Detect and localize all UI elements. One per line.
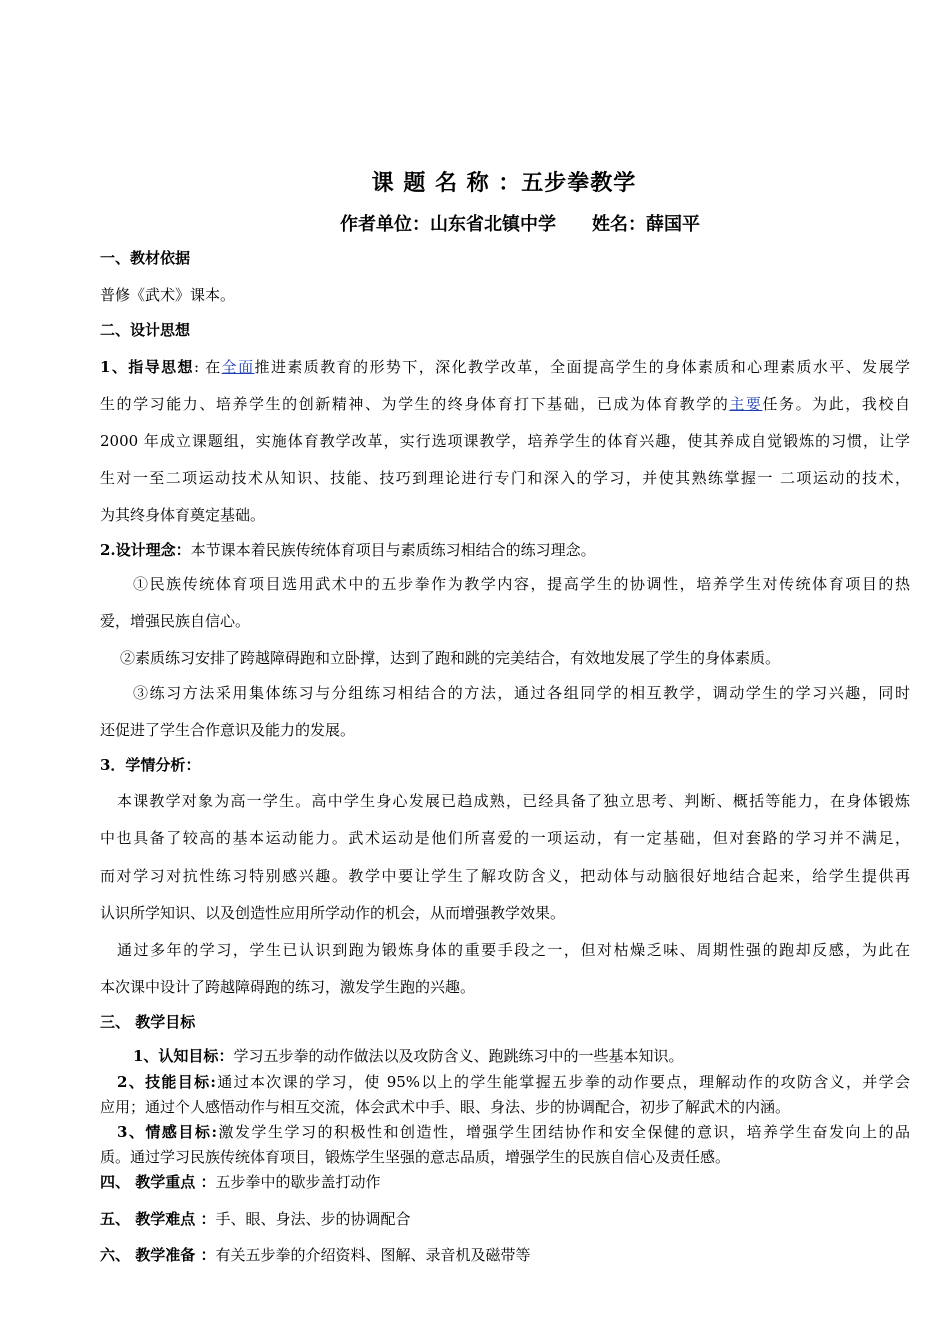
analysis-b-line-2: 本次课中设计了跨越障碍跑的练习，激发学生跑的兴趣。 <box>100 978 476 996</box>
analysis-a-line-2: 中也具备了较高的基本运动能力。武术运动是他们所喜爱的一项运动，有一定基础，但对套路的学习并不满足， <box>100 829 910 847</box>
analysis-a-line-4: 认识所学知识、以及创造性应用所学动作的机会，从而增强教学效果。 <box>100 904 566 922</box>
guiding-line-4: 生对一至二项运动技术从知识、技能、技巧到理论进行专门和深入的学习，并使其熟练掌握一 二项运动的技术， <box>100 469 910 487</box>
section-3-heading: 三、 教学目标 <box>100 1013 196 1031</box>
analysis-b-line-1: 通过多年的学习，学生已认识到跑为锻炼身体的重要手段之一，但对枯燥乏味、周期性强的跑却反感，为此在 <box>117 941 910 959</box>
design-concept <box>100 540 596 560</box>
design-text: 本节课本着民族传统体育项目与素质练习相结合的练习理念。 <box>190 541 596 559</box>
guiding-text-c: 生的学习能力、培养学生的创新精神、为学生的终身体育打下基础，已成为体育教学的 <box>100 395 730 413</box>
section-4 <box>100 1172 380 1192</box>
author-name: 姓名：薛国平 <box>592 214 700 235</box>
concept-item-1-line-1: ①民族传统体育项目选用武术中的五步拳作为教学内容，提高学生的协调性，培养学生对传统体育项目的热 <box>133 575 910 593</box>
section-4-heading: 四、 教学重点 ： <box>100 1173 216 1191</box>
guiding-line-2 <box>100 394 910 414</box>
section-6-text: 有关五步拳的介绍资料、图解、录音机及磁带等 <box>215 1246 531 1264</box>
goal-emotion-text: 激发学生学习的积极性和创造性，增强学生团结协作和安全保健的意识，培养学生奋发向上的品 <box>216 1123 910 1141</box>
section-4-text: 五步拳中的歇步盖打动作 <box>215 1173 381 1191</box>
concept-item-2: ②素质练习安排了跨越障碍跑和立卧撑，达到了跑和跳的完美结合，有效地发展了学生的身体素质。 <box>120 649 781 667</box>
section-1-text: 普修《武术》课本。 <box>100 286 236 304</box>
section-5-text: 手、眼、身法、步的协调配合 <box>215 1210 411 1228</box>
analysis-a-line-3: 而对学习对抗性练习特别感兴趣。教学中要让学生了解攻防含义，把动体与动脑很好地结合起来，给学生提供再 <box>100 867 910 885</box>
concept-item-1-line-2: 爱，增强民族自信心。 <box>100 612 251 630</box>
goal-emotion-label: 3、情感目标: <box>117 1123 217 1141</box>
link-quanmian[interactable]: 全面 <box>221 358 255 376</box>
goal-skill-text: 通过本次课的学习，使 95%以上的学生能掌握五步拳的动作要点，理解动作的攻防含义，并学会 <box>215 1073 910 1091</box>
guiding-text-d: 任务。为此，我校自 <box>762 395 910 413</box>
section-6-heading: 六、 教学准备 ： <box>100 1246 216 1264</box>
author-unit: 作者单位：山东省北镇中学 <box>340 214 556 235</box>
analysis-a-line-1: 本课教学对象为高一学生。高中学生身心发展已趋成熟，已经具备了独立思考、判断、概括等能力，在身体锻炼 <box>117 792 910 810</box>
goal-cognitive <box>133 1046 683 1066</box>
guiding-line-1 <box>100 357 910 377</box>
section-6 <box>100 1245 530 1265</box>
guiding-label: 1、指导思想 <box>100 358 194 376</box>
section-2-heading: 二、设计思想 <box>100 321 191 339</box>
author-line <box>340 210 700 236</box>
goal-skill-line-1 <box>117 1072 910 1092</box>
goal-cognitive-text: 学习五步拳的动作做法以及攻防含义、跑跳练习中的一些基本知识。 <box>233 1047 684 1065</box>
guiding-text-a: : 在 <box>193 358 222 376</box>
guiding-line-5: 为其终身体育奠定基础。 <box>100 506 266 524</box>
goal-emotion-line-1 <box>117 1122 910 1142</box>
guiding-text-b: 推进素质教育的形势下，深化教学改革，全面提高学生的身体素质和心理素质水平、发展学 <box>254 358 910 376</box>
goal-cognitive-label: 1、认知目标： <box>133 1047 234 1065</box>
section-1-heading: 一、教材依据 <box>100 249 191 267</box>
link-zhuyao[interactable]: 主要 <box>729 395 763 413</box>
goal-emotion-line-2: 质。通过学习民族传统体育项目，锻炼学生坚强的意志品质，增强学生的民族自信心及责任感。 <box>100 1148 731 1166</box>
section-5-heading: 五、 教学难点 ： <box>100 1210 216 1228</box>
section-5 <box>100 1209 410 1229</box>
guiding-line-3: 2000 年成立课题组，实施体育教学改革，实行选项课教学，培养学生的体育兴趣，使其养成自觉锻炼的习惯，让学 <box>100 432 910 450</box>
design-label: 2.设计理念： <box>100 541 191 559</box>
concept-item-3-line-1: ③练习方法采用集体练习与分组练习相结合的方法，通过各组同学的相互教学，调动学生的学习兴趣，同时 <box>133 684 910 702</box>
goal-skill-label: 2、技能目标: <box>117 1073 216 1091</box>
concept-item-3-line-2: 还促进了学生合作意识及能力的发展。 <box>100 721 356 739</box>
page-title: 课 题 名 称 ：五步拳教学 <box>371 170 637 196</box>
goal-skill-line-2: 应用；通过个人感悟动作与相互交流，体会武术中手、眼、身法、步的协调配合，初步了解武术的内涵。 <box>100 1098 791 1116</box>
learner-analysis-heading: 3．学情分析： <box>100 756 201 774</box>
